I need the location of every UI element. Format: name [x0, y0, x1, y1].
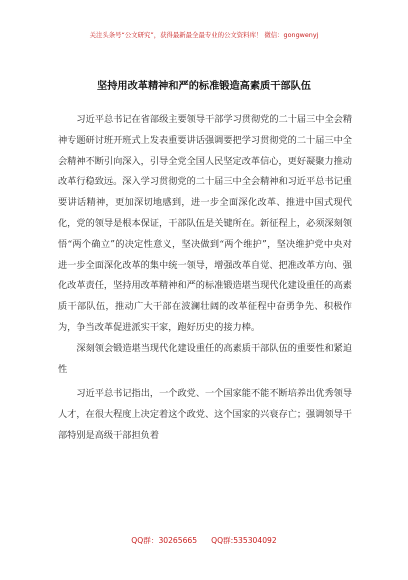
document-title: 坚持用改革精神和严的标准锻造高素质干部队伍 — [97, 81, 311, 92]
footer-qq-group-2: QQ群:535304092 — [211, 536, 277, 545]
paragraph-intro: 习近平总书记在省部级主要领导干部学习贯彻党的二十届三中全会精神专题研讨班开班式上发表重要讲话强调要把学习贯彻党的二十届三中全会精神不断引向深入，引导全党全国人民坚定改革信心，更好凝聚力推动改革行稳致远。深入学习贯彻党的二十届三中全会精神和习近平总书记重要讲话精神，更加深切地感到，进一步全面深化改革、推进中国式现代化，党的领导是根本保证，干部队伍是关键所在。新征程上，必须深刻领悟“两个确立”的决定性意义，坚决做到“两个维护”，坚决维护党中央对进一步全面深化改革的集中统一领导，增强改革自觉、把准改革方向、强化改革责任，坚持用改革精神和严的标准锻造堪当现代化建设重任的高素质干部队伍，推动广大干部在波澜壮阔的改革征程中奋勇争先、积极作为，争当改革促进派实干家，跑好历史的接力棒。 — [58, 114, 353, 333]
footer-contact — [0, 535, 408, 546]
header-banner: 关注头条号“公文研究”，获得最新最全最专业的公文资料库！ 微信：gongwenyj — [89, 31, 319, 39]
footer-qq-group-1: QQ群：30265665 — [131, 536, 198, 545]
section-heading: 深刻领会锻造堪当现代化建设重任的高素质干部队伍的重要性和紧迫性 — [58, 342, 353, 375]
paragraph-2: 习近平总书记指出，一个政党、一个国家能不能不断培养出优秀领导人才，在很大程度上决定着这个政党、这个国家的兴衰存亡；强调领导干部特别是高级干部担负着 — [58, 388, 353, 441]
document-body — [58, 110, 352, 447]
